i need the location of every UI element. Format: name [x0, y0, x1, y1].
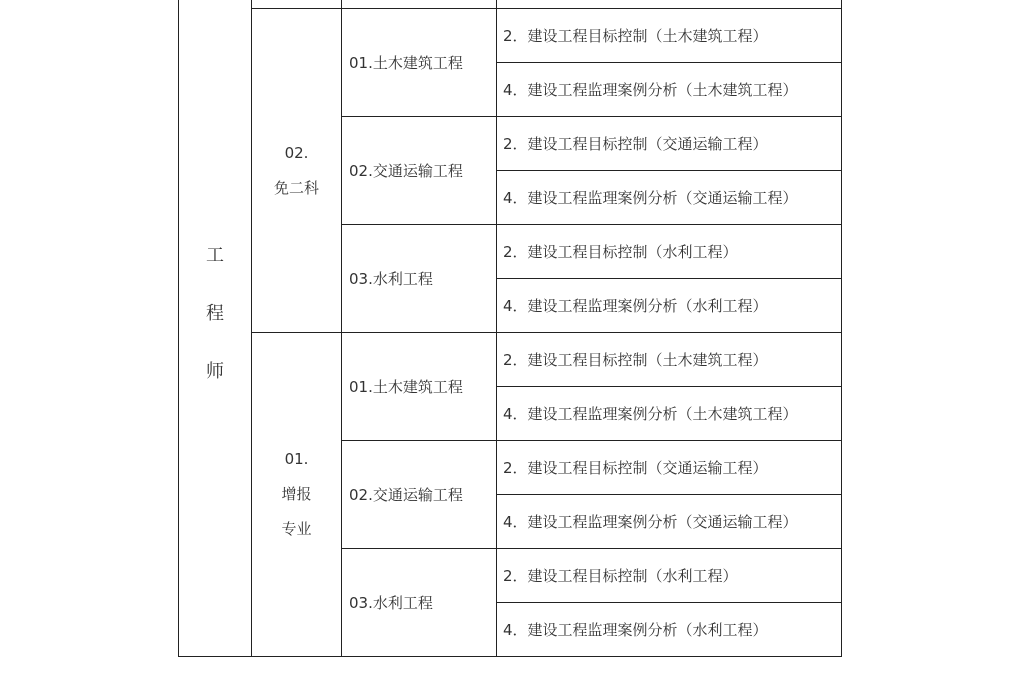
subject-cell: 4．建设工程监理案例分析（交通运输工程）: [497, 171, 842, 225]
subject-cell: 4．建设工程监理案例分析（土木建筑工程）: [497, 387, 842, 441]
group-label-line: 02.: [284, 143, 309, 162]
group-label-line: 01.: [284, 450, 309, 468]
table-row-partial-top: [179, 0, 842, 9]
category-char: 工: [206, 245, 224, 266]
subject-cell: 4．建设工程监理案例分析（交通运输工程）: [497, 495, 842, 549]
table-row: [179, 333, 842, 387]
major-cell: 03.水利工程: [342, 225, 497, 333]
group-label-line: 增报: [281, 485, 312, 503]
subject-cell: 4．建设工程监理案例分析（土木建筑工程）: [497, 63, 842, 117]
category-char: 师: [206, 361, 224, 382]
major-cell: 01.土木建筑工程: [342, 333, 497, 441]
table-row: [179, 9, 842, 63]
subject-cell: 4．建设工程监理案例分析（水利工程）: [497, 603, 842, 657]
subject-cell: 2．建设工程目标控制（交通运输工程）: [497, 441, 842, 495]
category-cell: [179, 0, 252, 657]
major-cell: 02.交通运输工程: [342, 441, 497, 549]
subject-cell: 4．建设工程监理案例分析（水利工程）: [497, 279, 842, 333]
subject-cell: 2．建设工程目标控制（土木建筑工程）: [497, 333, 842, 387]
exam-subject-table: [178, 0, 842, 657]
subject-cell: 2．建设工程目标控制（交通运输工程）: [497, 117, 842, 171]
subject-cell: 2．建设工程目标控制（水利工程）: [497, 549, 842, 603]
group-cell: [252, 333, 342, 657]
empty-cell: [342, 0, 497, 9]
category-char: 程: [206, 303, 224, 324]
group-label-line: 免二科: [273, 178, 319, 197]
major-cell: 01.土木建筑工程: [342, 9, 497, 117]
group-cell: [252, 9, 342, 333]
empty-cell: [497, 0, 842, 9]
major-cell: 03.水利工程: [342, 549, 497, 657]
subject-cell: 2．建设工程目标控制（土木建筑工程）: [497, 9, 842, 63]
empty-cell: [252, 0, 342, 9]
major-cell: 02.交通运输工程: [342, 117, 497, 225]
subject-cell: 2．建设工程目标控制（水利工程）: [497, 225, 842, 279]
group-label-line: 专业: [281, 520, 312, 538]
